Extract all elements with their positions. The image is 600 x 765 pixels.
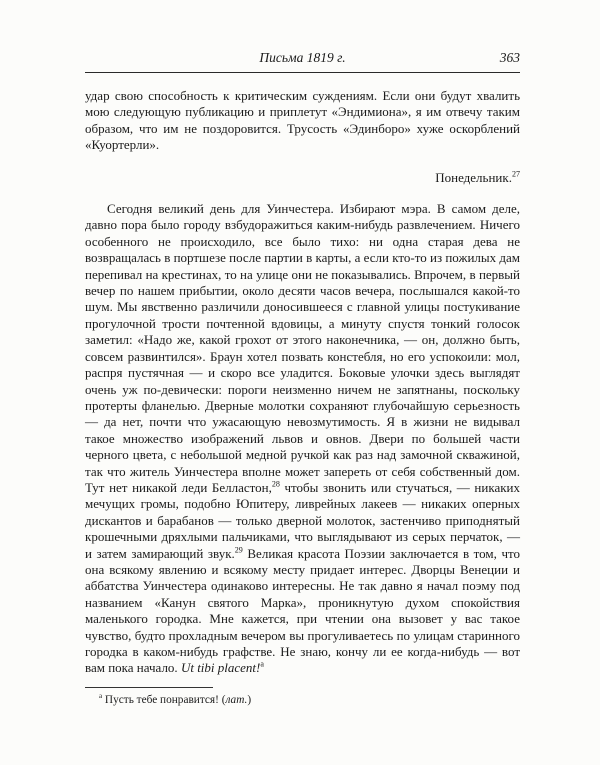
page-number: 363 xyxy=(499,50,520,65)
latin-phrase: Ut tibi placent! xyxy=(180,660,261,676)
footnote-close-paren: ) xyxy=(247,693,252,706)
page-header xyxy=(85,50,520,67)
paragraph-segment: Сегодня великий день для Уинчестера. Избирают мэра. В самом деле, давно пора было городу взбудоражиться каким-нибудь развлечением. Ничего особенного не происходило, все было тихо: ни одна старая дева не возвращалась в портшезе после партии в карты, а если кто-то из пожилых дам перепивал на крестинах, то на улице они не показывались. Впрочем, в первый вечер по нашем прибытии, около десяти часов вечера, послышался какой-то шум. Мы явственно различили доносившееся с главной улицы постукивание прогулочной трости почтенной вдовицы, а минуту спустя тонкий голосок заметил: «Надо же, какой грохот от этого наконечника, — он, должно быть, совсем развинтился». Браун хотел позвать констебля, но его успокоили: мол, распря пустячная — и скоро все уладится. Боковые улочки здесь выглядят очень уж по-девически: пороги неизменно ничем не запятнаны, поскольку протерты фланелью. Дверные молотки сохраняют глубочайшую серьезность — да нет, почти что ужасающую невозмутимость. Я в жизни не видывал такое множество изображений львов и овнов. Двери по большей части черного цвета, с небольшой медной ручкой как раз над замочной скважиной, так что житель Уинчестера вполне может запереть от себя собственный дом. Тут нет никакой леди Белластон, xyxy=(85,201,520,495)
dateline-text: Понедельник. xyxy=(435,169,512,185)
running-title: Письма 1819 г. xyxy=(259,50,346,65)
footnote-area xyxy=(85,687,520,707)
header-rule xyxy=(85,72,520,73)
paragraph-continuation: удар свою способность к критическим суждениям. Если они будут хвалить мою следующую публикацию и приплетут «Эндимиона», я им отвечу таким образом, что им не поздоровится. Трусость «Эдинборо» хуже оскорблений «Куортерли». xyxy=(85,88,520,153)
footnote-marker: а xyxy=(99,692,103,701)
footnote-ref-29: 29 xyxy=(234,545,243,555)
footnote-language-label: лат. xyxy=(225,693,248,706)
footnote-rule xyxy=(85,687,213,688)
footnote-text: Пусть тебе понравится! ( xyxy=(102,693,226,706)
main-paragraph xyxy=(85,201,520,677)
footnote xyxy=(85,693,520,707)
footnote-marker-ref: а xyxy=(260,660,264,670)
paragraph-segment: Великая красота Поэзии заключается в том, что она всякому явлению и всякому месту придает интерес. Дворцы Венеции и аббатства Уинчестера одинаково интересны. Не так давно я начал поэму под названием «Канун святого Марка», проникнутую духом спокойствия маленького городка. Мне кажется, при чтении она вызовет у вас такое чувство, будто прохладным вечером вы прогуливаетесь по улицам старинного городка в каком-нибудь графстве. Не знаю, кончу ли ее когда-нибудь — вот вам пока начало. xyxy=(85,545,520,676)
dateline xyxy=(85,170,520,186)
footnote-ref-27: 27 xyxy=(511,169,520,179)
paragraph-segment: чтобы звонить или стучаться, — никаких мечущих громы, подобно Юпитеру, ливрейных лакеев — никаких оперных дискантов и барабанов — только дверной молоток, застенчиво приподнятый крошечными дряхлыми пальчиками, что выглядывают из серых перчаток, — и затем замирающий звук. xyxy=(85,479,520,561)
footnote-ref-28: 28 xyxy=(271,479,280,489)
page-body xyxy=(85,88,520,677)
